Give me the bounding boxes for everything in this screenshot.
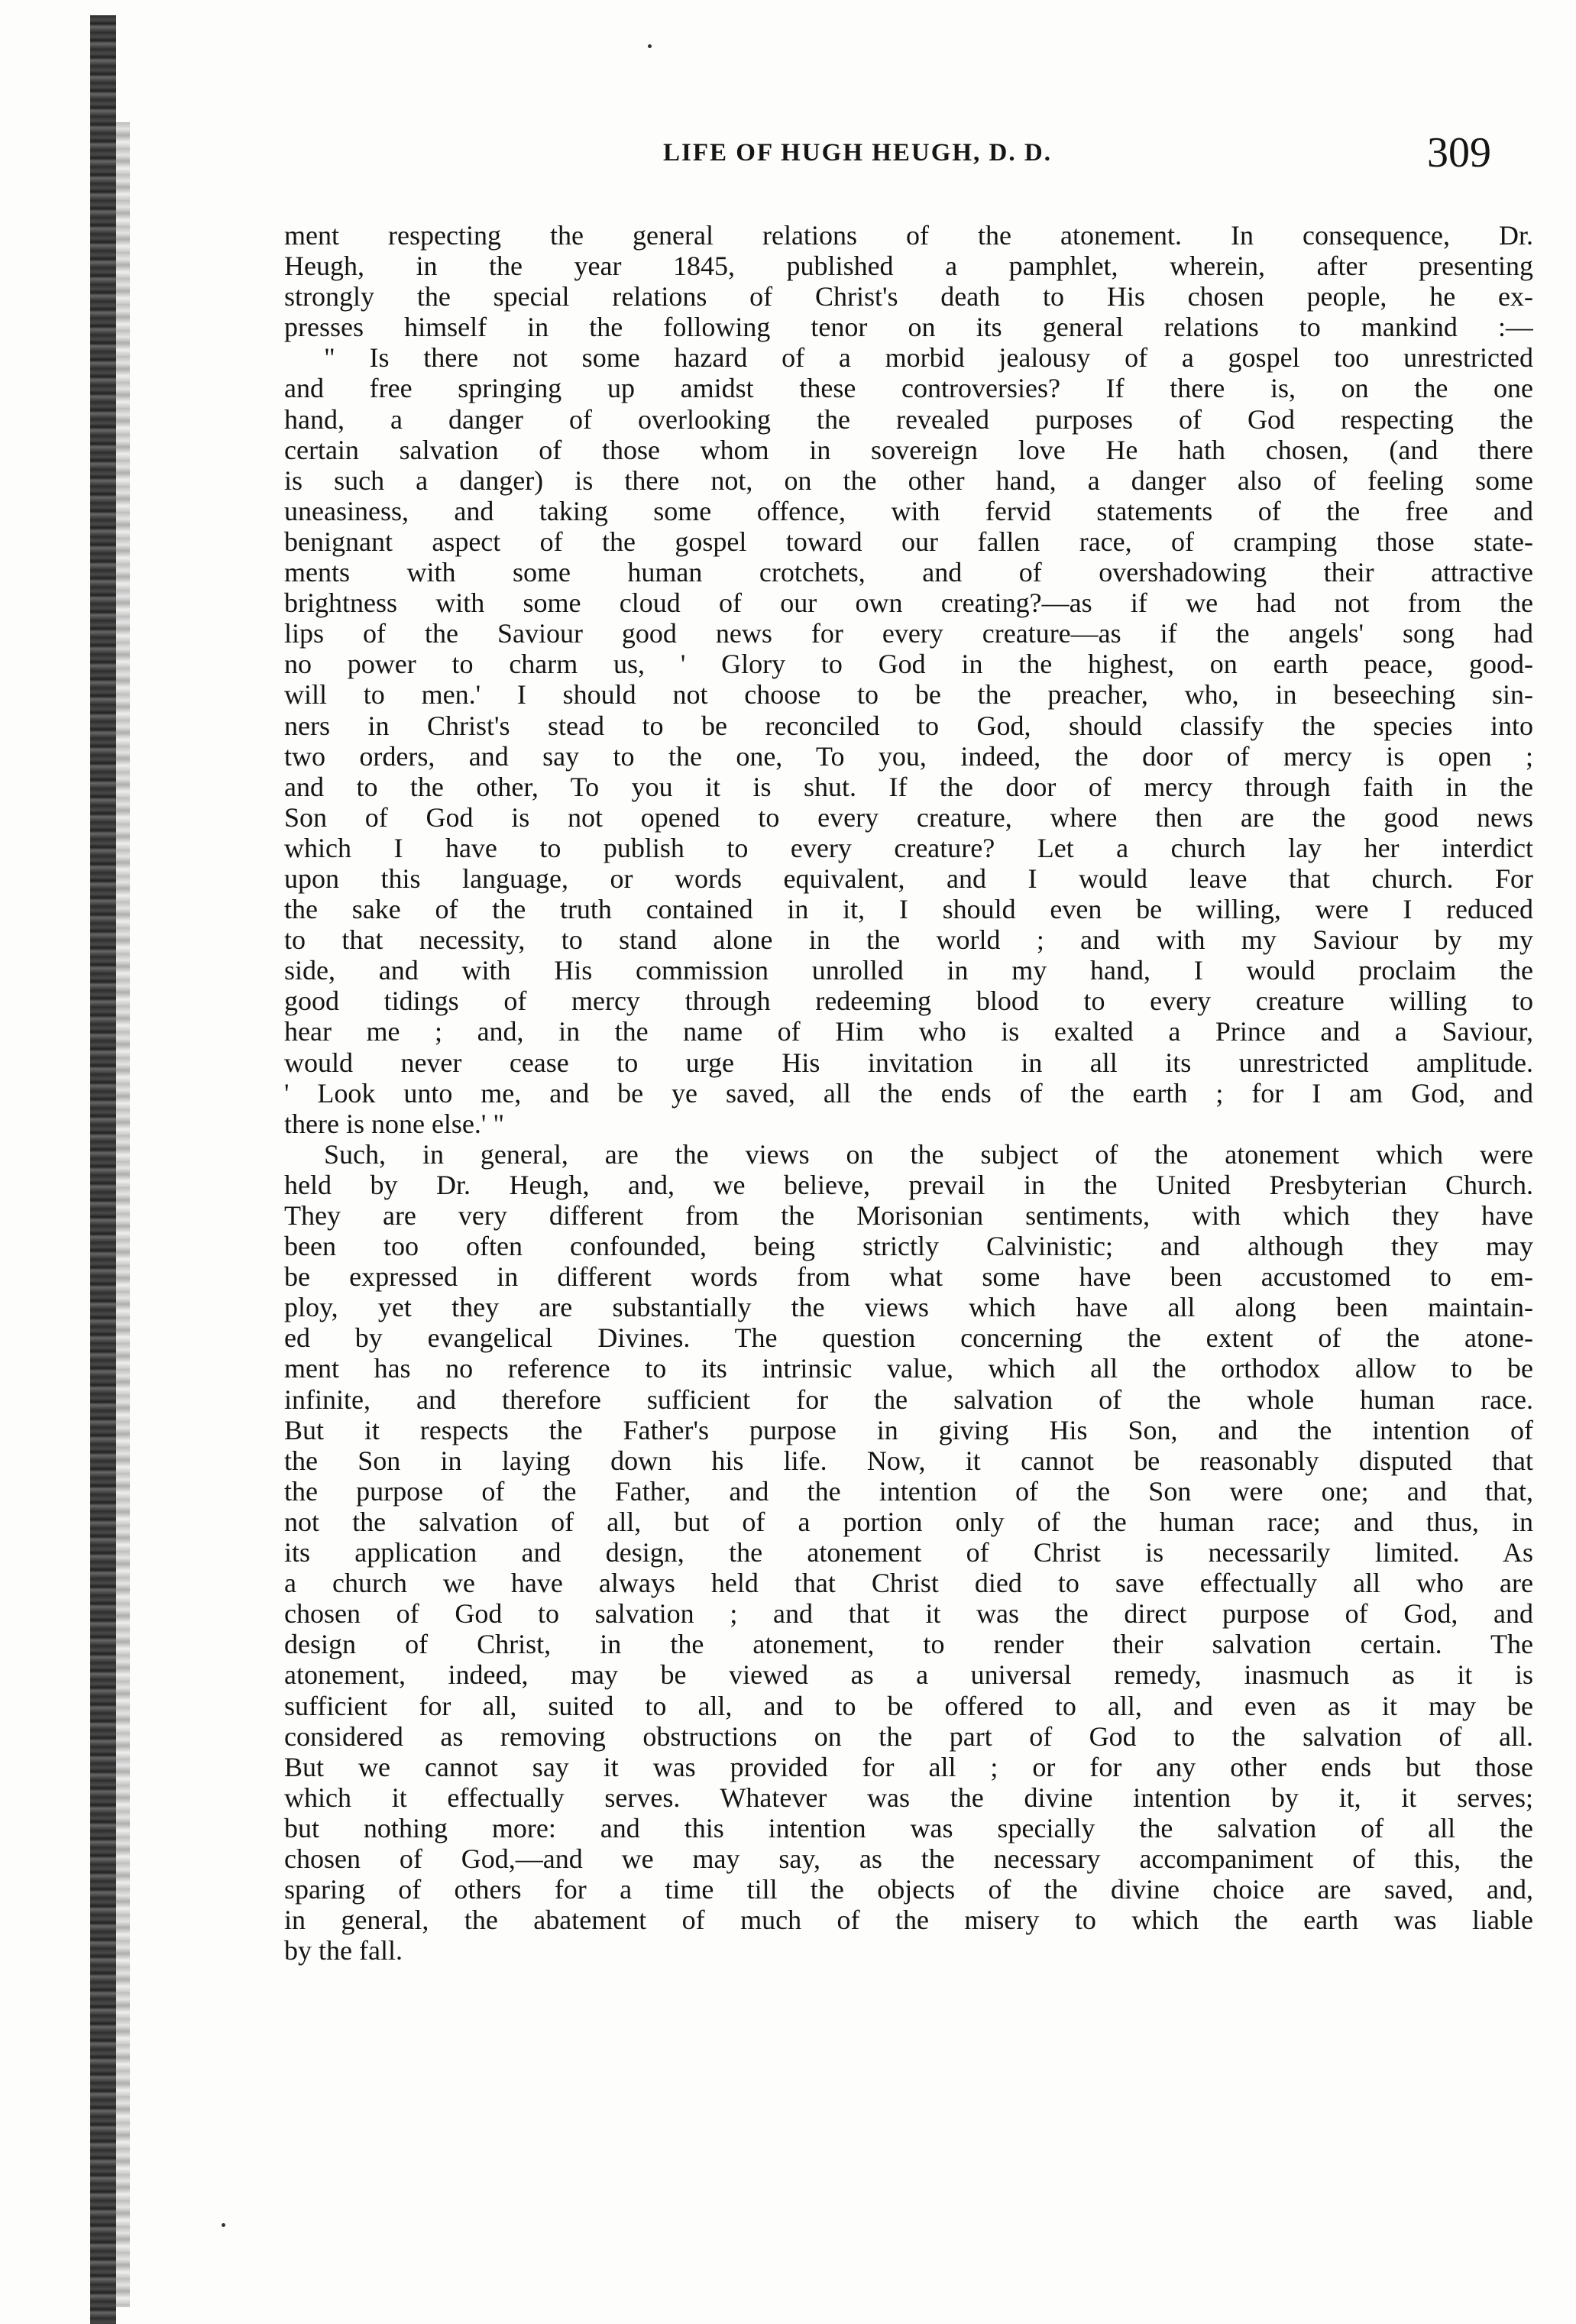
text-line: the sake of the truth contained in it, I should even be willing, were I reduced: [284, 894, 1533, 925]
text-line: upon this language, or words equivalent, and I would leave that church. For: [284, 863, 1533, 894]
text-line: good tidings of mercy through redeeming blood to every creature willing to: [284, 986, 1533, 1017]
text-line: its application and design, the atonement of Christ is necessarily limited. As: [284, 1537, 1533, 1568]
text-line: uneasiness, and taking some offence, with fervid statements of the free and: [284, 495, 1533, 526]
text-line: held by Dr. Heugh, and, we believe, prevail in the United Presbyterian Church.: [284, 1169, 1533, 1200]
print-speck: [648, 44, 652, 48]
text-line: infinite, and therefore sufficient for the salvation of the whole human race.: [284, 1384, 1533, 1415]
text-line: ' Look unto me, and be ye saved, all the ends of the earth ; for I am God, and: [284, 1077, 1533, 1109]
print-speck: [222, 2223, 225, 2227]
text-line: " Is there not some hazard of a morbid jealousy of a gospel too unrestricted: [324, 342, 1533, 374]
text-line: ploy, yet they are substantially the views which have all along been maintain-: [284, 1292, 1533, 1323]
text-line: there is none else.' ": [284, 1108, 505, 1139]
text-line: be expressed in different words from what some have been accustomed to em-: [284, 1261, 1533, 1293]
text-line: They are very different from the Morisonian sentiments, with which they have: [284, 1200, 1533, 1231]
text-line: sparing of others for a time till the objects of the divine choice are saved, and,: [284, 1874, 1533, 1905]
text-line: hear me ; and, in the name of Him who is exalted a Prince and a Saviour,: [284, 1016, 1533, 1047]
text-line: not the salvation of all, but of a portion only of the human race; and thus, in: [284, 1506, 1533, 1537]
text-line: presses himself in the following tenor on its general relations to mankind :—: [284, 312, 1533, 343]
text-line: two orders, and say to the one, To you, indeed, the door of mercy is open ;: [284, 740, 1533, 772]
text-line: side, and with His commission unrolled in my hand, I would proclaim the: [284, 955, 1533, 986]
text-line: will to men.' I should not choose to be the preacher, who, in beseeching sin-: [284, 679, 1533, 710]
text-line: chosen of God to salvation ; and that it was the direct purpose of God, and: [284, 1598, 1533, 1630]
text-line: lips of the Saviour good news for every creature—as if the angels' song had: [284, 618, 1533, 649]
text-line: the Son in laying down his life. Now, it cannot be reasonably disputed that: [284, 1445, 1533, 1476]
text-line: But we cannot say it was provided for all ; or for any other ends but those: [284, 1751, 1533, 1782]
text-line: certain salvation of those whom in sovereign love He hath chosen, (and there: [284, 434, 1533, 465]
text-line: which I have to publish to every creature? Let a church lay her interdict: [284, 832, 1533, 863]
text-line: Son of God is not opened to every creature, where then are the good news: [284, 801, 1533, 833]
text-line: to that necessity, to stand alone in the world ; and with my Saviour by my: [284, 924, 1533, 956]
text-line: ment respecting the general relations of the atonement. In consequence, Dr.: [284, 220, 1533, 251]
text-line: in general, the abatement of much of the misery to which the earth was liable: [284, 1905, 1533, 1936]
text-line: and to the other, To you it is shut. If the door of mercy through faith in the: [284, 771, 1533, 802]
book-binding-edge: [90, 15, 116, 2324]
text-line: strongly the special relations of Christ's death to His chosen people, he ex-: [284, 281, 1533, 312]
text-line: considered as removing obstructions on the part of God to the salvation of all.: [284, 1720, 1533, 1752]
text-line: Heugh, in the year 1845, published a pamphlet, wherein, after presenting: [284, 251, 1533, 282]
body-text: [284, 220, 1533, 1966]
text-line: But it respects the Father's purpose in giving His Son, and the intention of: [284, 1414, 1533, 1445]
text-line: which it effectually serves. Whatever was the divine intention by it, it serves;: [284, 1782, 1533, 1813]
text-line: the purpose of the Father, and the intention of the Son were one; and that,: [284, 1475, 1533, 1507]
text-line: would never cease to urge His invitation in all its unrestricted amplitude.: [284, 1047, 1533, 1078]
page-number: 309: [1427, 129, 1491, 176]
text-line: and free springing up amidst these controversies? If there is, on the one: [284, 373, 1533, 404]
running-header: [0, 129, 1576, 185]
text-line: by the fall.: [284, 1935, 403, 1966]
text-line: ners in Christ's stead to be reconciled to God, should classify the species into: [284, 710, 1533, 741]
text-line: benignant aspect of the gospel toward our fallen race, of cramping those state-: [284, 526, 1533, 557]
text-line: sufficient for all, suited to all, and to be offered to all, and even as it may be: [284, 1690, 1533, 1721]
running-title: LIFE OF HUGH HEUGH, D. D.: [663, 139, 1052, 167]
text-line: chosen of God,—and we may say, as the necessary accompaniment of this, the: [284, 1843, 1533, 1874]
text-line: Such, in general, are the views on the subject of the atonement which were: [324, 1138, 1533, 1170]
text-line: ments with some human crotchets, and of overshadowing their attractive: [284, 557, 1533, 588]
text-line: design of Christ, in the atonement, to render their salvation certain. The: [284, 1629, 1533, 1660]
text-line: no power to charm us, ' Glory to God in the highest, on earth peace, good-: [284, 649, 1533, 680]
text-line: hand, a danger of overlooking the revealed purposes of God respecting the: [284, 403, 1533, 435]
text-line: a church we have always held that Christ died to save effectually all who are: [284, 1568, 1533, 1599]
page-gutter-shadow: [116, 122, 130, 2307]
text-line: ed by evangelical Divines. The question concerning the extent of the atone-: [284, 1322, 1533, 1354]
text-line: brightness with some cloud of our own creating?—as if we had not from the: [284, 587, 1533, 619]
text-line: atonement, indeed, may be viewed as a universal remedy, inasmuch as it is: [284, 1659, 1533, 1691]
text-line: but nothing more: and this intention was specially the salvation of all the: [284, 1812, 1533, 1843]
text-line: ment has no reference to its intrinsic value, which all the orthodox allow to be: [284, 1353, 1533, 1384]
text-line: been too often confounded, being strictly Calvinistic; and although they may: [284, 1231, 1533, 1262]
text-line: is such a danger) is there not, on the other hand, a danger also of feeling some: [284, 464, 1533, 496]
